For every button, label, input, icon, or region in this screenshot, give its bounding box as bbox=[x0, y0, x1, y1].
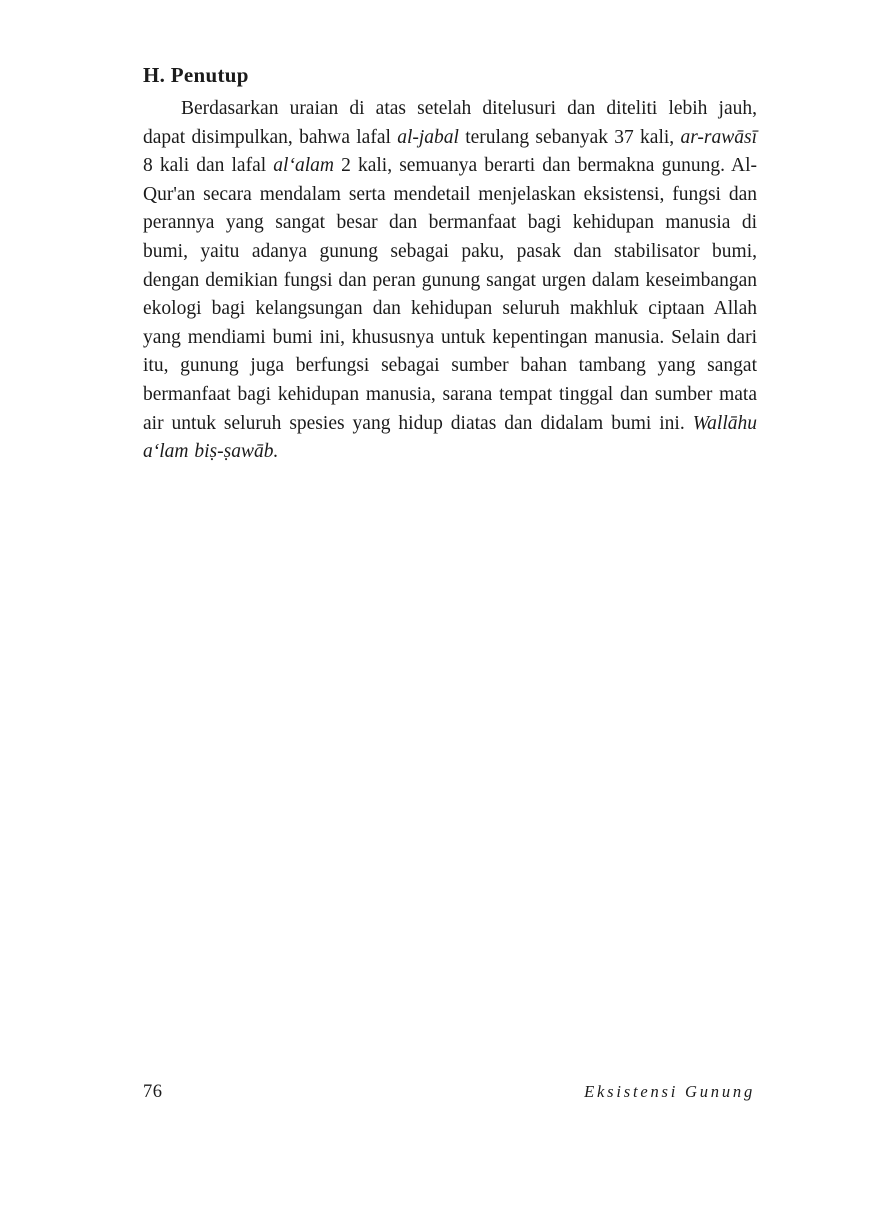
body-paragraph bbox=[143, 95, 757, 467]
running-title: Eksistensi Gunung bbox=[584, 1082, 755, 1101]
transliterated-term: ar-rawāsī bbox=[680, 126, 757, 148]
text-run: 2 kali, semuanya berarti dan bermakna gunung. Al-Qur'an secara mendalam serta mendetail menjelaskan eksistensi, fungsi dan perannya yang sangat besar dan bermanfaat bagi kehidupan manusia di bumi, yaitu adanya gunung sebagai paku, pasak dan stabilisator bumi, dengan demikian fungsi dan peran gunung sangat urgen dalam keseimbangan ekologi bagi kelangsungan dan kehidupan seluruh makhluk ciptaan Allah yang mendiami bumi ini, khususnya untuk kepentingan manusia. Selain dari itu, gunung juga berfungsi sebagai sumber bahan tambang yang sangat bermanfaat bagi kehidupan manusia, sarana tempat tinggal dan sumber mata air untuk seluruh spesies yang hidup diatas dan didalam bumi ini. bbox=[143, 155, 757, 434]
page-number: 76 bbox=[143, 1082, 163, 1102]
text-run: 8 kali dan lafal bbox=[143, 155, 274, 177]
transliterated-term: al-jabal bbox=[397, 126, 459, 148]
text-run: Berdasarkan uraian di atas setelah ditelusuri dan diteliti lebih jauh, dapat disimpulkan, bahwa lafal bbox=[143, 98, 757, 148]
transliterated-term: alʻalam bbox=[273, 155, 334, 177]
page-footer bbox=[143, 1082, 755, 1103]
text-run: terulang sebanyak 37 kali, bbox=[458, 126, 681, 148]
page-content bbox=[143, 62, 757, 467]
transliterated-term: Wallāhu aʻlam biṣ-ṣawāb. bbox=[143, 412, 757, 463]
section-heading: H. Penutup bbox=[143, 63, 249, 87]
